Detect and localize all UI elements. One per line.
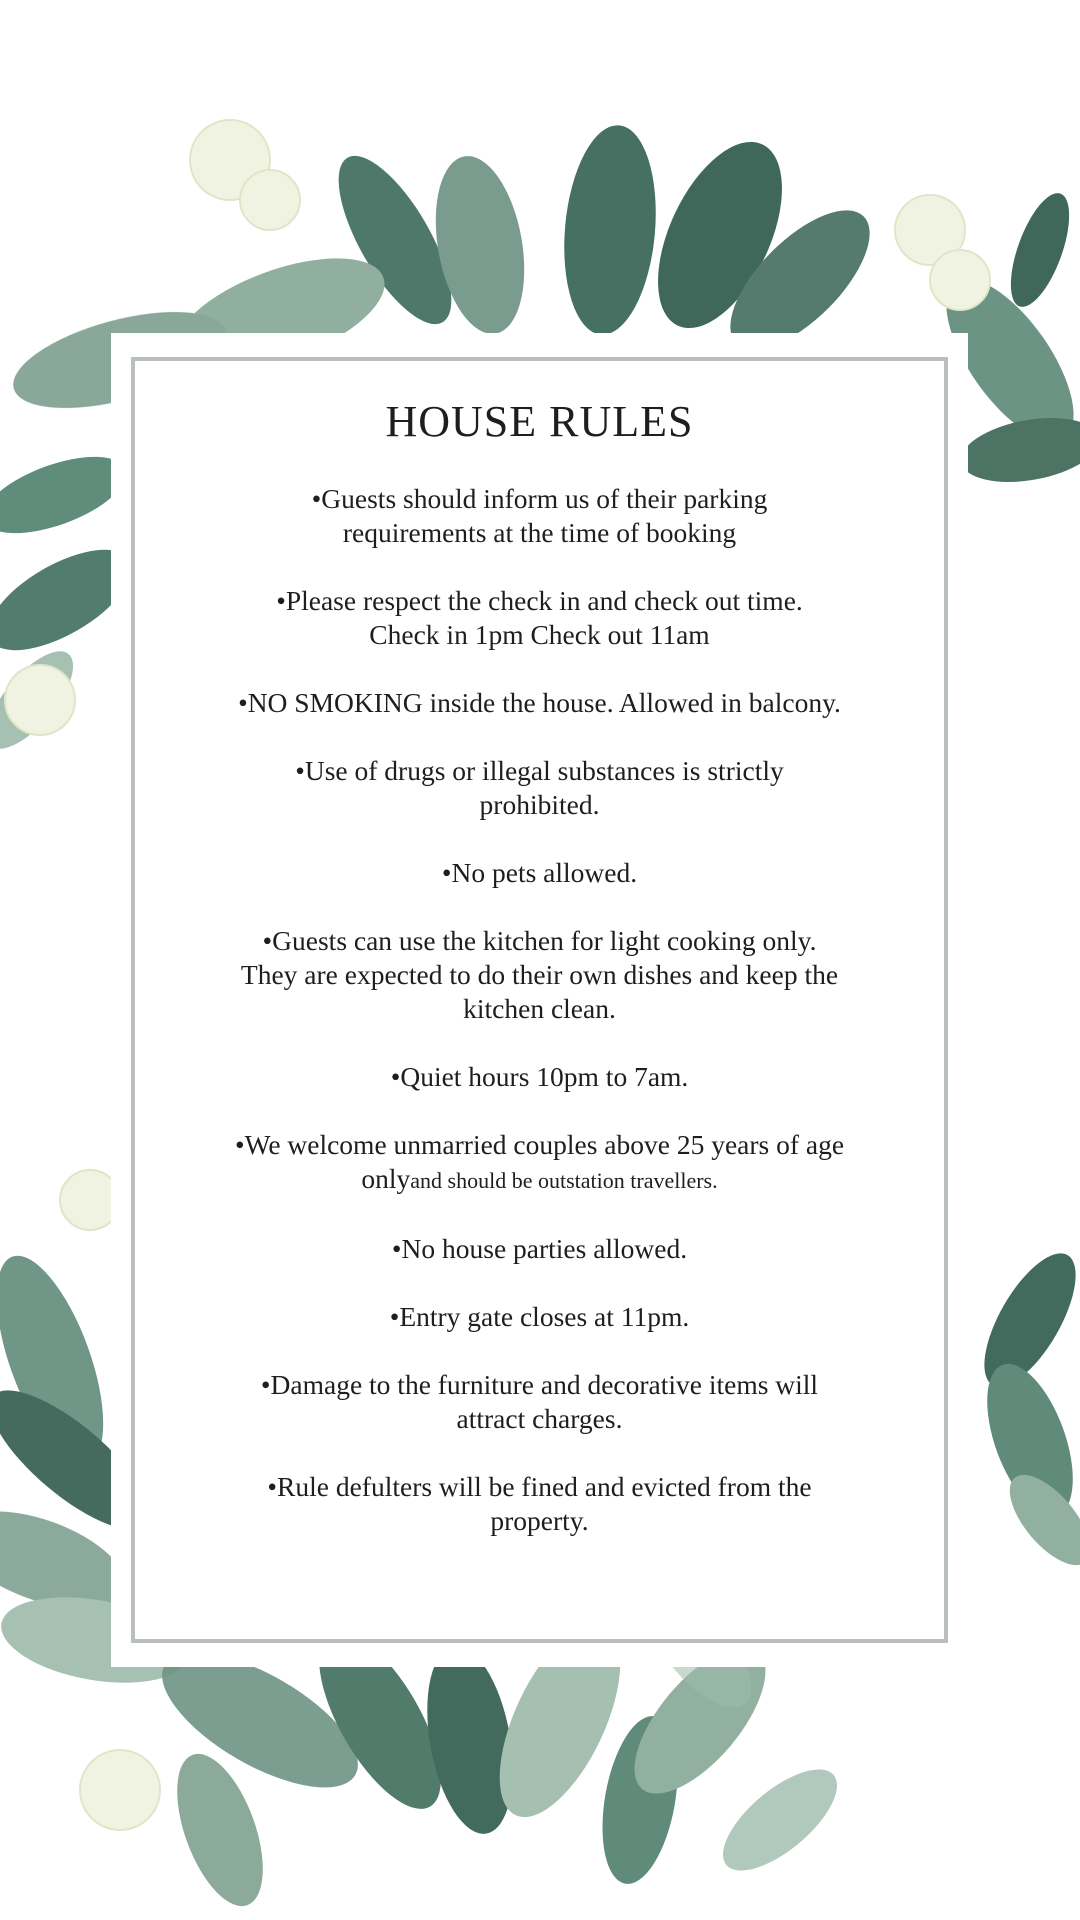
rule-item: [171, 686, 908, 720]
rule-item: [171, 1470, 908, 1538]
rule-item: [171, 482, 908, 550]
rule-item: [171, 1368, 908, 1436]
rule-text-line: Check in 1pm Check out 11am: [369, 619, 710, 651]
rule-text-line: •Guests can use the kitchen for light cooking only.: [262, 925, 817, 957]
rule-text-line: •NO SMOKING inside the house. Allowed in balcony.: [238, 687, 841, 719]
rule-item: [171, 856, 908, 890]
rule-text-line: •Guests should inform us of their parking: [311, 483, 768, 515]
rule-text-line: •No pets allowed.: [441, 857, 638, 889]
rule-text-line: requirements at the time of booking: [342, 517, 737, 549]
rules-list: [171, 482, 908, 1538]
rule-item: [171, 584, 908, 652]
rule-item: [171, 924, 908, 1026]
rule-text-line: •Quiet hours 10pm to 7am.: [390, 1061, 689, 1093]
right-leaves-cluster: [967, 1240, 1080, 1578]
rule-text-line: •Entry gate closes at 11pm.: [389, 1301, 690, 1333]
page-title: HOUSE RULES: [385, 397, 694, 446]
rule-text-line: They are expected to do their own dishes and keep the: [240, 959, 839, 991]
rule-item: [171, 1128, 908, 1198]
rule-text-line: kitchen clean.: [463, 993, 616, 1025]
rule-item: [171, 1232, 908, 1266]
rule-text-line: •Damage to the furniture and decorative items will: [260, 1369, 819, 1401]
rule-text-line: •Please respect the check in and check out time.: [276, 585, 803, 617]
rule-text-line: property.: [490, 1505, 589, 1537]
rule-item: [171, 1300, 908, 1334]
rules-content: [171, 398, 908, 1572]
rule-text-tail: and should be outstation travellers.: [410, 1168, 718, 1194]
rule-text-line: onlyand should be outstation travellers.: [361, 1163, 718, 1195]
rule-text-line: •Rule defulters will be fined and evicted from the: [267, 1471, 812, 1503]
rules-card: [111, 333, 968, 1667]
rule-item: [171, 754, 908, 822]
rule-item: [171, 1060, 908, 1094]
rule-text-line: attract charges.: [456, 1403, 623, 1435]
rule-text-line: •We welcome unmarried couples above 25 years of age: [234, 1129, 845, 1161]
rule-text-line: •Use of drugs or illegal substances is strictly: [295, 755, 784, 787]
rule-text-line: •No house parties allowed.: [391, 1233, 688, 1265]
rule-text-line: prohibited.: [479, 789, 600, 821]
